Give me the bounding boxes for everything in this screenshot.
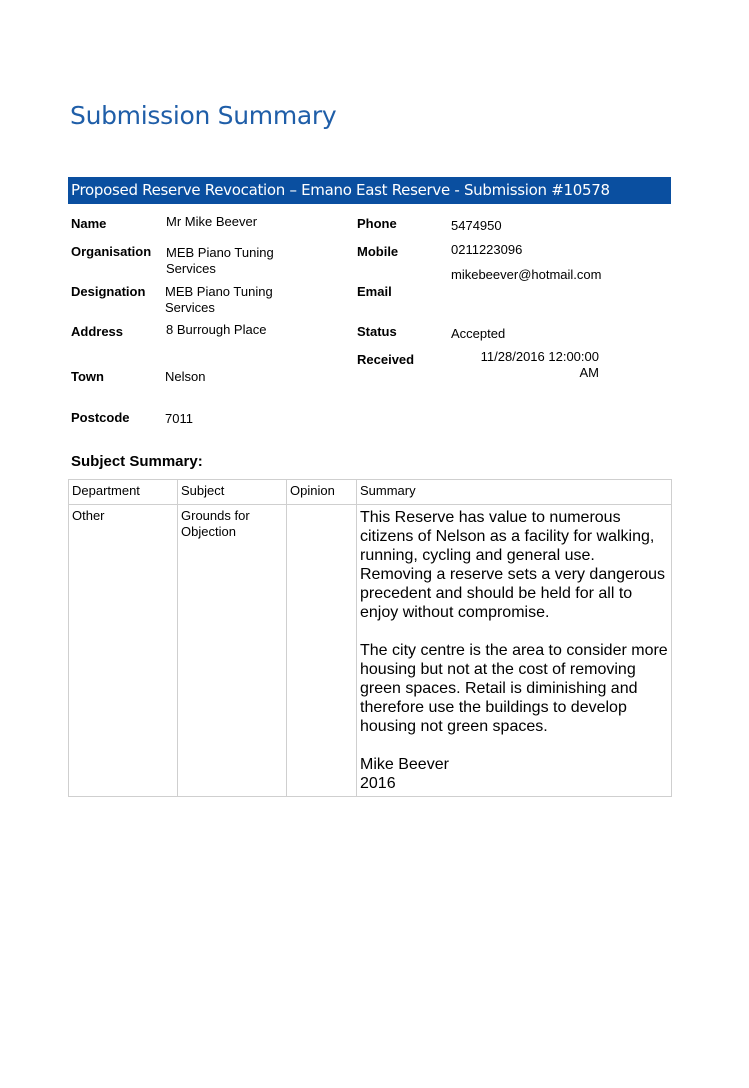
organisation-line2: Services: [166, 261, 216, 276]
mobile-value: 0211223096: [451, 242, 523, 257]
designation-line2: Services: [165, 300, 215, 315]
mobile-label: Mobile: [357, 244, 399, 259]
table-row: [69, 505, 672, 797]
cell-subject-line2: Objection: [181, 524, 236, 539]
column-header-department: Department: [69, 480, 178, 505]
email-label: Email: [357, 284, 392, 299]
cell-subject: [178, 505, 287, 797]
organisation-label: Organisation: [71, 244, 152, 259]
table-header-row: [69, 480, 672, 505]
postcode-value: 7011: [165, 411, 193, 426]
subject-summary-table: [68, 479, 672, 797]
column-header-opinion: Opinion: [287, 480, 357, 505]
subject-summary-heading: Subject Summary:: [71, 453, 203, 470]
address-label: Address: [71, 324, 124, 339]
cell-opinion: [287, 505, 357, 797]
summary-paragraph-1: This Reserve has value to numerous citizens of Nelson as a facility for walking, running, cycling and general use. Removing a reserve sets a very dangerous precedent and should be held for all to enjoy without compromise.: [360, 509, 666, 621]
status-label: Status: [357, 324, 397, 339]
town-label: Town: [71, 369, 104, 384]
submission-banner: Proposed Reserve Revocation – Emano East Reserve - Submission #10578: [68, 177, 671, 204]
cell-department: Other: [69, 505, 178, 797]
designation-label: Designation: [71, 284, 146, 299]
postcode-label: Postcode: [71, 410, 130, 425]
organisation-value: [166, 245, 274, 277]
phone-label: Phone: [357, 216, 397, 231]
summary-signature: Mike Beever 2016: [360, 756, 449, 792]
name-value: Mr Mike Beever: [166, 214, 258, 229]
cell-summary: [357, 505, 672, 797]
received-value: [451, 349, 599, 381]
received-label: Received: [357, 352, 415, 367]
summary-paragraph-2: The city centre is the area to consider more housing but not at the cost of removing green spaces. Retail is diminishing and therefore use the buildings to develop housing not green spaces.: [360, 642, 668, 735]
town-value: Nelson: [165, 369, 206, 384]
received-line1: 11/28/2016 12:00:00: [480, 349, 599, 364]
address-value: 8 Burrough Place: [166, 322, 267, 337]
designation-line1: MEB Piano Tuning: [165, 284, 273, 299]
organisation-line1: MEB Piano Tuning: [166, 245, 274, 260]
page-title: Submission Summary: [70, 101, 337, 130]
name-label: Name: [71, 216, 107, 231]
phone-value: 5474950: [451, 218, 502, 233]
column-header-summary: Summary: [357, 480, 672, 505]
designation-value: [165, 284, 273, 316]
cell-subject-line1: Grounds for: [181, 508, 250, 523]
received-line2: AM: [579, 365, 599, 380]
email-value: mikebeever@hotmail.com: [451, 267, 602, 282]
status-value: Accepted: [451, 326, 506, 341]
column-header-subject: Subject: [178, 480, 287, 505]
